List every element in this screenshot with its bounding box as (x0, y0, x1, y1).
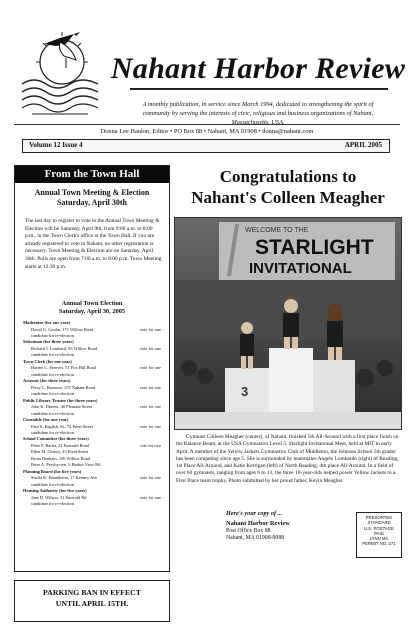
candidate-name: Jane D. Wilson, 31 Emerald Rd (31, 494, 87, 500)
vote-count-label: vote for one (139, 475, 161, 481)
ballot-candidate (31, 404, 165, 410)
postage-line-5: LYNN MA (369, 536, 389, 542)
town-hall-box (14, 165, 170, 572)
candidate-name: Sheila K. Hambleton, 17 Kenney Ave (31, 475, 98, 481)
podium-photo-illustration (175, 218, 401, 429)
election-title: Annual Town Election (61, 300, 123, 307)
vote-count-label: vote for one (139, 404, 161, 410)
title-rule (130, 88, 388, 90)
issue-bar (22, 139, 390, 153)
vote-count-label: vote for one (139, 423, 161, 429)
candidate-note: candidate for re-election (31, 430, 74, 435)
ballot-office: Housing Authority (for five years) (23, 488, 87, 493)
election-heading (20, 300, 164, 316)
candidate-name: Peter F. Barba, 22 Emerald Road (31, 443, 89, 448)
ballot-candidate (31, 449, 165, 455)
mailing-intro: Here's your copy of ... (226, 510, 283, 517)
vote-count-label: vote for two (139, 443, 161, 448)
candidate-name: Paul S. English, Sr., 74 Pond Street (31, 423, 93, 429)
candidate-name: Perry C. Barrasso, 257 Nahant Road (31, 384, 96, 390)
ballot-candidate (31, 365, 165, 371)
candidate-note: candidate for re-election (31, 391, 74, 397)
parking-ban-line-1: PARKING BAN IN EFFECT (43, 588, 141, 597)
annual-meeting-date: Saturday, April 30th (56, 198, 127, 207)
newspaper-title: Nahant Harbor Review (110, 52, 406, 85)
ballot-candidate (31, 475, 165, 481)
gymnastics-photo (174, 217, 402, 430)
ballot-office: Selectman (for three years) (23, 339, 74, 345)
ballot-candidate (31, 327, 165, 333)
candidate-name: Brian Denham, 106 Willow Road (31, 455, 90, 461)
podium-number: 3 (241, 384, 249, 399)
seagull-lighthouse-logo (14, 8, 106, 120)
ballot-office: Assessor (for three years) (23, 378, 71, 384)
ballot-candidate (31, 443, 165, 449)
candidate-note: candidate for re-election (31, 501, 74, 506)
masthead-divider (14, 124, 400, 125)
ballot-candidate (31, 462, 165, 468)
issue-date: APRIL 2005 (344, 141, 382, 149)
ballot-candidate (31, 495, 165, 501)
annual-meeting-body: The last day to register to vote in the Annual Town Meeting & Election will be Saturday, April 9th, from 9:00 a.m. to 8:00 p.m., in the Town Clerk's office at the Town Hall. If you are already registered to vote in Nahant, no other registration is necessary. Town Meeting & Election are on Saturday, April 30th. Polls are open from 7:00 a.m. to 8:00 p.m. Town Meeting starts at 12:30 p.m. (25, 218, 162, 270)
election-date: Saturday, April 30, 2005 (58, 308, 126, 315)
candidate-note: candidate for re-election (31, 410, 74, 416)
postage-line-6: PERMIT NO. 271 (362, 541, 396, 547)
ballot-candidate (31, 424, 165, 430)
candidate-name: David G. Conlin, 171 Willow Road (31, 326, 94, 332)
parking-ban-line-2: UNTIL APRIL 15TH. (55, 599, 129, 608)
ballot-candidate (31, 385, 165, 391)
candidate-note: candidate for re-election (31, 481, 74, 487)
mailing-name: Nahant Harbor Review (226, 520, 290, 527)
vote-count-label: vote for one (139, 365, 161, 371)
vote-count-label: vote for one (139, 326, 161, 332)
candidate-name: John K. Dineen, 40 Pleasant Street (31, 404, 93, 410)
podium-first (269, 348, 313, 412)
ballot-office: Public Library Trustee (for three years) (23, 397, 98, 403)
ballot-office: Constable (for one year) (23, 417, 69, 422)
ballot-office: School Committee (for three years) (23, 436, 89, 442)
candidate-name: Peter A. Przybycien, 9 Harbor View Rd (31, 462, 101, 468)
headline-line-1: Congratulations to (219, 167, 357, 186)
issue-volume: Volume 12 Issue 4 (29, 141, 83, 149)
banner-welcome: WELCOME TO THE (245, 227, 309, 234)
ballot-office: Planning Board (for five years) (23, 468, 82, 474)
town-hall-header: From the Town Hall (15, 166, 169, 183)
parking-ban-notice (15, 587, 169, 609)
mailing-po-box: Post Office Box 88 (226, 528, 271, 534)
ballot-office: Town Clerk (for one year) (23, 358, 72, 364)
postage-line-2: STANDARD (367, 520, 391, 526)
photo-caption: Gymnast Colleen Meagher (center), of Nahant, finished 5th All-Around with a first place finish on the Balance Beam, at the USA Gymnastics Level 5, Starlight Invitational Meet, held at MIT in early April. A member of the Yellow Jackets Gymnastics Club of Middleton, the Johnson School 5th grader has been competing since age 5. She is surrounded by teammates Angele Lombardo (right) of Reading, 1st Place All-Around, and Katie Kerrigan (left) of North Reading, 4th place All-Around. In a field of over 60 gymnasts, ranging from ages 6 to 13, the three 10-year-olds helped power Yellow Jackets to a First Place team trophy. Photo submitted by her proud father, Kevin Meagher. (176, 434, 399, 484)
postage-line-1: PRESORTED (365, 515, 393, 520)
candidate-note: candidate for re-election (31, 371, 74, 377)
annual-meeting-title: Annual Town Meeting & Election (34, 188, 150, 197)
vote-count-label: vote for one (139, 346, 161, 351)
parking-ban-box (14, 580, 170, 622)
editor-contact-line: Donna Lee Hanlon, Editor • PO Box 88 • Nahant, MA 01908 • donna@nahant.com (100, 128, 314, 135)
candidate-note: candidate for re-election (31, 333, 74, 338)
ballot-office: Moderator (for one year) (23, 320, 71, 325)
headline-line-2: Nahant's Colleen Meagher (191, 188, 385, 207)
ballot-candidate (31, 346, 165, 352)
feature-headline (172, 166, 404, 208)
mailing-block (226, 510, 356, 541)
banner-invitational: INVITATIONAL (249, 260, 352, 277)
mailing-city: Nahant, MA 01908-0088 (226, 535, 285, 541)
annual-meeting-heading (20, 188, 164, 208)
candidate-name: Richard J. Lombard, 83 Willow Road (31, 346, 97, 351)
candidate-name: Harriet C. Steeves, 51 Fox Hill Road (31, 365, 96, 371)
ballot-candidate (31, 456, 165, 462)
postage-line-4: PAID (374, 530, 384, 536)
vote-count-label: vote for one (139, 384, 161, 390)
masthead-logo (14, 8, 106, 120)
candidate-note: candidate for re-election (31, 352, 74, 358)
postage-indicia (356, 512, 402, 558)
candidate-name: Ellen M. Christy, 43 Pond Street (31, 449, 89, 455)
vote-count-label: vote for one (139, 494, 161, 500)
podium-second (313, 360, 355, 412)
tagline: A monthly publication, in service since March 1994, dedicated to strengthening the spirit of community by serving the interests of civic, religious and business organizations of Nahant, Massachusetts, USA. (142, 101, 374, 126)
banner-starlight: STARLIGHT (255, 236, 374, 259)
postage-line-3: U.S. POSTAGE (363, 525, 394, 531)
